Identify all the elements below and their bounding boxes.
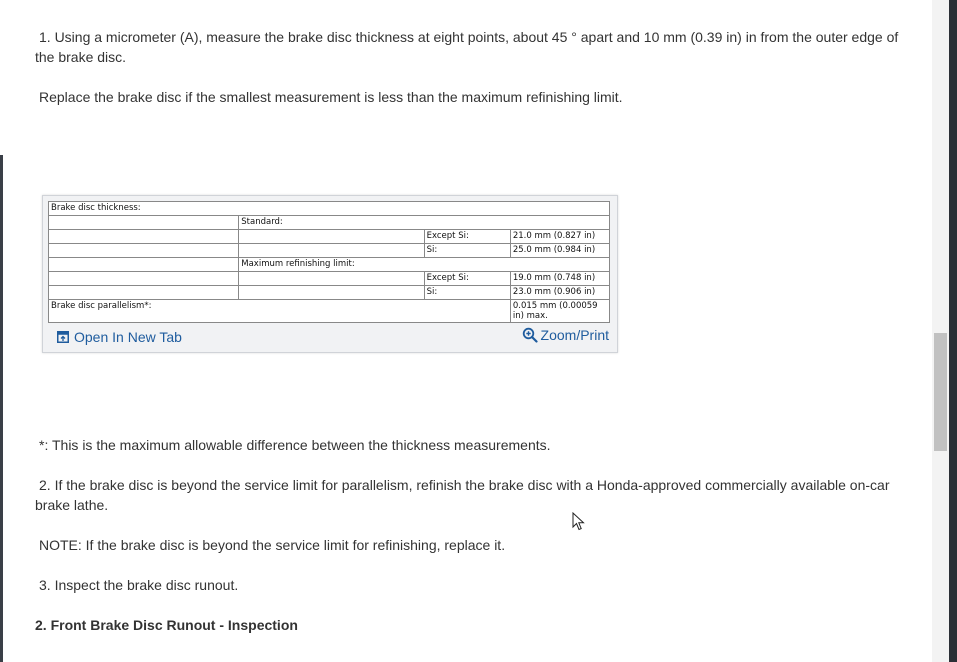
table-row [49, 258, 610, 272]
spec-table-card [42, 195, 618, 353]
spec-table [48, 201, 610, 323]
parallelism-label-cell: Brake disc parallelism*: [49, 300, 511, 323]
standard-label-cell: Standard: [239, 216, 610, 230]
note-text: NOTE: If the brake disc is beyond the service limit for refinishing, replace it. [39, 537, 506, 553]
max-refinishing-label-cell: Maximum refinishing limit: [239, 258, 610, 272]
step-1-text: 1. Using a micrometer (A), measure the brake disc thickness at eight points, about 45 ° apart and 10 mm (0.39 in) in from the outer edge of the brake disc. [35, 29, 899, 65]
value-cell: 21.0 mm (0.827 in) [510, 230, 609, 244]
window-edge [0, 155, 3, 662]
table-row [49, 244, 610, 258]
value-cell: 19.0 mm (0.748 in) [510, 272, 609, 286]
zoom-icon [522, 327, 538, 343]
mouse-pointer-icon [572, 512, 586, 537]
table-row [49, 300, 610, 323]
table-title-cell: Brake disc thickness: [49, 202, 610, 216]
table-row [49, 272, 610, 286]
open-new-tab-icon [57, 331, 69, 343]
table-row [49, 216, 610, 230]
footnote-text: *: This is the maximum allowable difference between the thickness measurements. [39, 437, 551, 453]
zoom-print-label: Zoom/Print [540, 327, 609, 343]
label-cell: Si: [424, 286, 510, 300]
table-row [49, 286, 610, 300]
open-in-new-tab-label: Open In New Tab [74, 329, 182, 345]
zoom-print-link[interactable] [522, 327, 609, 343]
value-cell: 25.0 mm (0.984 in) [510, 244, 609, 258]
table-row [49, 202, 610, 216]
scrollbar-edge [949, 0, 957, 662]
label-cell: Except Si: [424, 230, 510, 244]
table-actions [43, 324, 617, 350]
step-2-text: 2. If the brake disc is beyond the service limit for parallelism, refinish the brake disc with a Honda-approved commercially available on-car brake lathe. [35, 477, 890, 513]
value-cell: 23.0 mm (0.906 in) [510, 286, 609, 300]
parallelism-value-cell: 0.015 mm (0.00059 in) max. [510, 300, 609, 323]
vertical-scrollbar[interactable] [932, 0, 957, 662]
open-in-new-tab-link[interactable] [57, 329, 182, 345]
label-cell: Except Si: [424, 272, 510, 286]
section-heading: 2. Front Brake Disc Runout - Inspection [35, 617, 298, 633]
replace-note-text: Replace the brake disc if the smallest measurement is less than the maximum refinishing limit. [39, 89, 623, 105]
table-row [49, 230, 610, 244]
scrollbar-thumb[interactable] [934, 333, 947, 451]
label-cell: Si: [424, 244, 510, 258]
step-3-text: 3. Inspect the brake disc runout. [39, 577, 239, 593]
